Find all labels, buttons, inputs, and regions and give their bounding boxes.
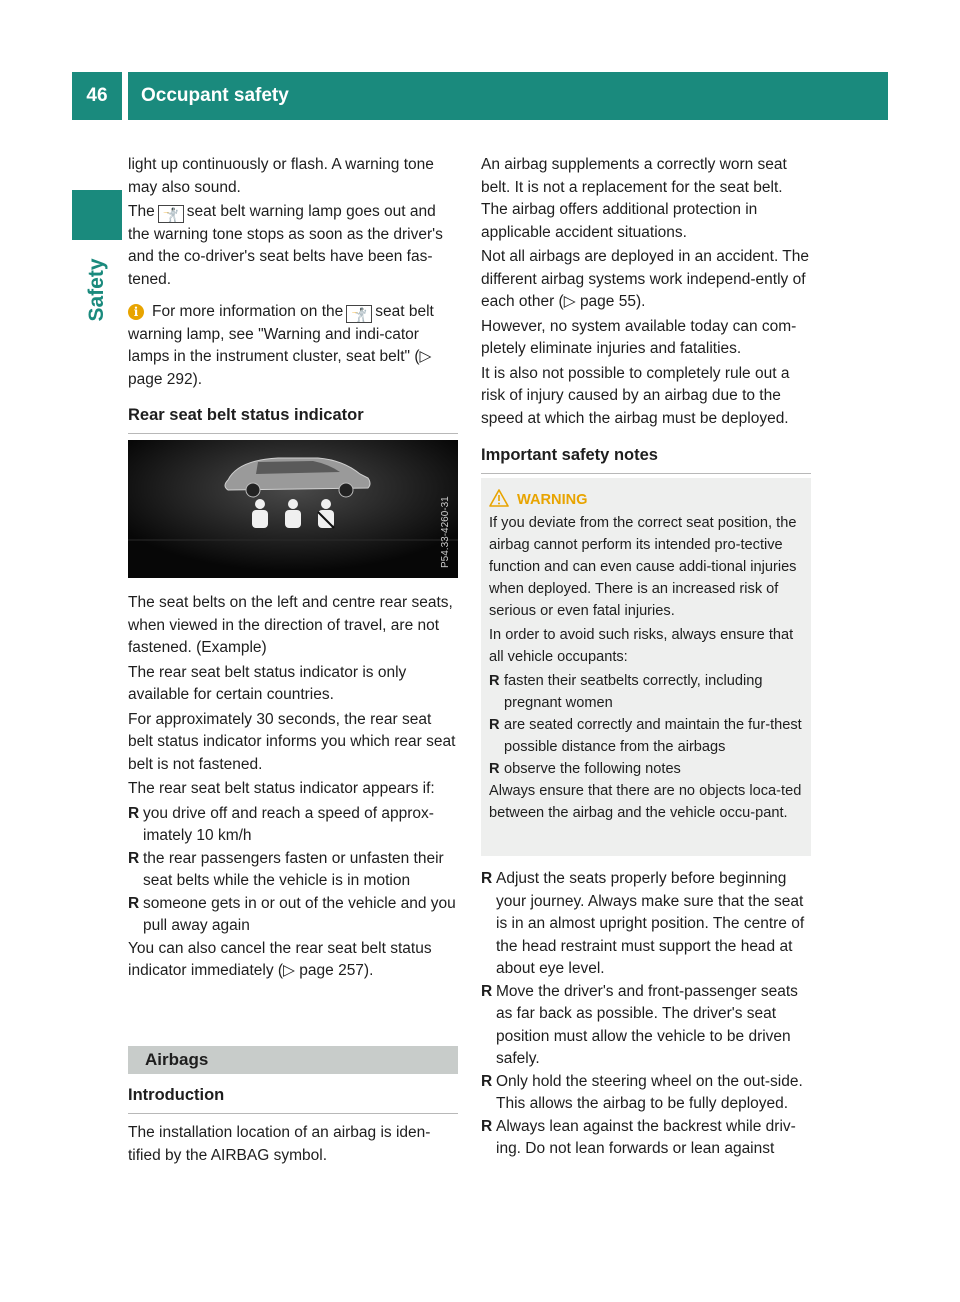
paragraph: Not all airbags are deployed in an accident. The different airbag systems work independ-ently of each other (▷ page 55). bbox=[481, 248, 810, 310]
heading-block bbox=[481, 444, 811, 474]
section-band: Airbags bbox=[128, 1046, 458, 1074]
paragraph: The rear seat belt status indicator appears if: bbox=[128, 780, 435, 797]
column-right-lower bbox=[481, 868, 811, 1161]
list-item: R someone gets in or out of the vehicle and you pull away again bbox=[128, 894, 456, 934]
text: seat belt warning lamp goes out and the warning tone stops as soon as the driver's and the co-driver's seat belts have been fas-tened. bbox=[128, 203, 443, 288]
section-airbags bbox=[128, 1046, 458, 1074]
column-left bbox=[128, 154, 458, 393]
list-item: R fasten their seatbelts correctly, including pregnant women bbox=[489, 673, 763, 711]
paragraph: An airbag supplements a correctly worn seat belt. It is not a replacement for the seat belt. The airbag offers additional protection in applicable accident situations. bbox=[481, 156, 787, 241]
page-number: 46 bbox=[72, 72, 122, 120]
heading-block bbox=[128, 1084, 458, 1114]
bullet-list bbox=[128, 803, 458, 938]
list-item: R Only hold the steering wheel on the out-side. This allows the airbag to be fully deployed. bbox=[481, 1072, 803, 1112]
side-tab-label: Safety bbox=[84, 258, 108, 322]
paragraph bbox=[128, 201, 458, 291]
text: For more information on the bbox=[152, 303, 344, 320]
paragraph: Always ensure that there are no objects loca-ted between the airbag and the vehicle occu-pant. bbox=[489, 783, 802, 821]
paragraph: light up continuously or flash. A warning tone may also sound. bbox=[128, 156, 434, 196]
paragraph: The rear seat belt status indicator is only available for certain countries. bbox=[128, 663, 407, 703]
warning-box bbox=[481, 478, 811, 856]
page-title: Occupant safety bbox=[128, 72, 888, 120]
list-item: R are seated correctly and maintain the fur-thest possible distance from the airbags bbox=[489, 717, 802, 755]
info-note bbox=[128, 301, 458, 391]
warning-header bbox=[489, 488, 803, 512]
side-tab bbox=[70, 250, 124, 330]
list-item: R Adjust the seats properly before beginning your journey. Always make sure that the seat is in an almost upright position. The centre of the head restraint must support the head at about eye level. bbox=[481, 870, 805, 977]
list-item: R the rear passengers fasten or unfasten their seat belts while the vehicle is in motion bbox=[128, 849, 444, 889]
list-item: R you drive off and reach a speed of approx-imately 10 km/h bbox=[128, 804, 434, 844]
seat-belt-warning-icon: 🤺 bbox=[346, 305, 372, 323]
column-left-end bbox=[128, 1122, 458, 1169]
heading-block bbox=[128, 404, 458, 434]
column-right bbox=[481, 154, 811, 432]
paragraph: If you deviate from the correct seat position, the airbag cannot perform its intended pro-tective function and can even cause addi-tional injuries when deployed. There is an increased risk of serious or even fatal injuries. bbox=[489, 515, 797, 619]
text: seat belt warning lamp, see "Warning and indi-cator lamps in the instrument cluster, seat belt" (▷ page 292). bbox=[128, 303, 434, 388]
vehicle-display-graphic bbox=[128, 440, 458, 578]
paragraph: The seat belts on the left and centre rear seats, when viewed in the direction of travel, are not fastened. (Example) bbox=[128, 594, 453, 656]
text: The bbox=[128, 203, 155, 220]
paragraph: For approximately 30 seconds, the rear seat belt status indicator informs you which rear seat belt is not fastened. bbox=[128, 710, 456, 773]
paragraph: You can also cancel the rear seat belt status indicator immediately (▷ page 257). bbox=[128, 939, 432, 979]
warning-triangle-icon bbox=[489, 489, 509, 507]
section-heading: Introduction bbox=[128, 1084, 458, 1114]
section-heading: Rear seat belt status indicator bbox=[128, 404, 458, 434]
paragraph: The installation location of an airbag is iden-tified by the AIRBAG symbol. bbox=[128, 1124, 431, 1164]
paragraph: In order to avoid such risks, always ensure that all vehicle occupants: bbox=[489, 627, 794, 665]
paragraph: It is also not possible to completely rule out a risk of injury caused by an airbag due to the speed at which the airbag must be deployed. bbox=[481, 364, 790, 427]
list-item: R Move the driver's and front-passenger seats as far back as possible. The driver's seat position must allow the vehicle to be driven safely. bbox=[481, 982, 798, 1067]
seat-belt-warning-icon: 🤺 bbox=[158, 205, 184, 223]
side-tab-marker bbox=[72, 190, 122, 240]
bullet-list bbox=[481, 868, 811, 1161]
bullet-list bbox=[489, 670, 803, 780]
list-item: R observe the following notes bbox=[489, 761, 681, 777]
seat-figure-icons bbox=[252, 499, 334, 528]
paragraph: However, no system available today can com-pletely eliminate injuries and fatalities. bbox=[481, 317, 797, 357]
column-left-lower bbox=[128, 592, 458, 985]
info-icon: i bbox=[128, 304, 144, 320]
list-item: R Always lean against the backrest while driv-ing. Do not lean forwards or lean against bbox=[481, 1117, 796, 1157]
rear-seat-belt-indicator-image bbox=[128, 440, 458, 578]
warning-title: WARNING bbox=[517, 492, 588, 508]
image-code: P54.33-4260-31 bbox=[440, 496, 451, 568]
section-heading: Important safety notes bbox=[481, 444, 811, 474]
